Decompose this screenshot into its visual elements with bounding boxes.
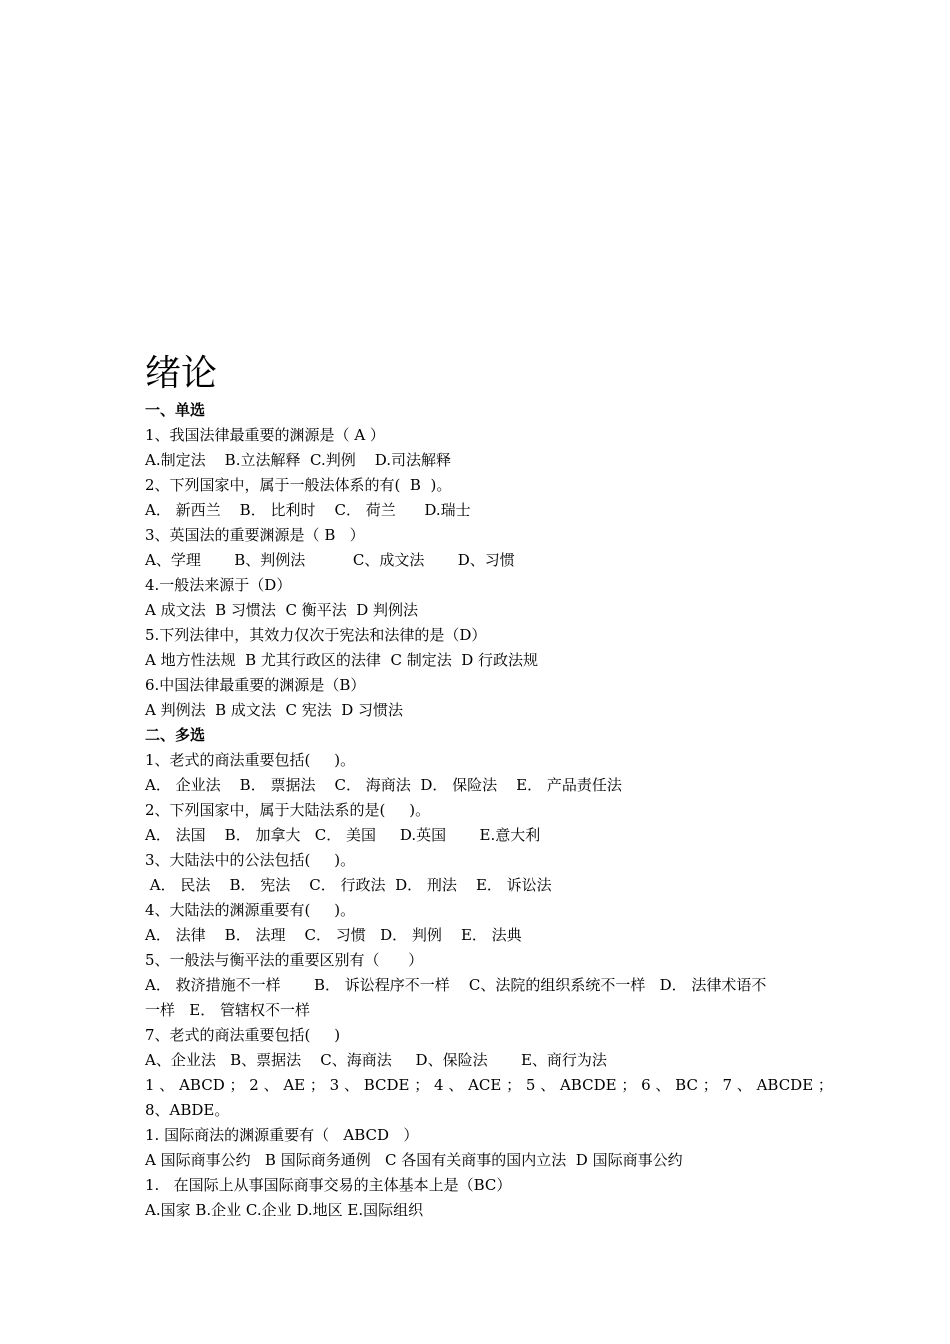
document-page	[145, 350, 833, 1223]
text-line: A． 民法 B． 宪法 C． 行政法 D． 刑法 E． 诉讼法	[145, 876, 552, 894]
document-title: 绪论	[145, 353, 218, 394]
section-heading: 二、多选	[145, 726, 206, 744]
text-line: 5、一般法与衡平法的重要区别有（ ）	[145, 951, 424, 969]
text-line: 1. 在国际上从事国际商事交易的主体基本上是（BC）	[145, 1176, 512, 1194]
text-line: A． 新西兰 B． 比利时 C． 荷兰 D.瑞士	[145, 501, 471, 519]
text-line: A． 法律 B． 法理 C． 习惯 D． 判例 E． 法典	[145, 926, 522, 944]
text-line: 5.下列法律中，其效力仅次于宪法和法律的是（D）	[145, 626, 487, 644]
text-line: A 成文法 B 习惯法 C 衡平法 D 判例法	[145, 601, 419, 619]
text-line: 1、老式的商法重要包括( )。	[145, 751, 356, 769]
text-line: 4.一般法来源于（D）	[145, 576, 292, 594]
text-line: A 国际商事公约 B 国际商务通例 C 各国有关商事的国内立法 D 国际商事公约	[145, 1151, 683, 1169]
text-line: 4、大陆法的渊源重要有( )。	[145, 901, 356, 919]
text-line: 3、大陆法中的公法包括( )。	[145, 851, 356, 869]
text-line: A． 法国 B． 加拿大 C． 美国 D.英国 E.意大利	[145, 826, 541, 844]
document-body	[145, 398, 833, 1223]
text-line: 2、下列国家中，属于一般法体系的有( B )。	[145, 476, 452, 494]
text-line: 一样 E． 管辖权不一样	[145, 1001, 311, 1019]
text-line: 3、英国法的重要渊源是（ B ）	[145, 526, 365, 544]
text-line: 6.中国法律最重要的渊源是（B）	[145, 676, 366, 694]
text-line: A 地方性法规 B 尤其行政区的法律 C 制定法 D 行政法规	[145, 651, 539, 669]
text-line: 8、ABDE。	[145, 1101, 230, 1119]
text-line: 1 、 ABCD ； 2 、 AE ； 3 、 BCDE ； 4 、 ACE ； 5 、 ABCDE ； 6 、 BC ； 7 、 ABCDE ；	[145, 1076, 833, 1094]
text-line: A、企业法 B、票据法 C、海商法 D、保险法 E、商行为法	[145, 1051, 607, 1069]
section-heading: 一、单选	[145, 401, 206, 419]
text-line: A、学理 B、判例法 C、成文法 D、习惯	[145, 551, 515, 569]
text-line: A． 企业法 B． 票据法 C． 海商法 D． 保险法 E． 产品责任法	[145, 776, 622, 794]
text-line: 7、老式的商法重要包括( )	[145, 1026, 341, 1044]
text-line: A 判例法 B 成文法 C 宪法 D 习惯法	[145, 701, 404, 719]
text-line: 1. 国际商法的渊源重要有（ ABCD ）	[145, 1126, 419, 1144]
text-line: A.国家 B.企业 C.企业 D.地区 E.国际组织	[145, 1201, 424, 1219]
text-line: 1、我国法律最重要的渊源是（ A ）	[145, 426, 385, 444]
text-line: A． 救济措施不一样 B． 诉讼程序不一样 C、法院的组织系统不一样 D． 法律术语不	[145, 976, 767, 994]
text-line: A.制定法 B.立法解释 C.判例 D.司法解释	[145, 451, 452, 469]
text-line: 2、下列国家中，属于大陆法系的是( )。	[145, 801, 431, 819]
